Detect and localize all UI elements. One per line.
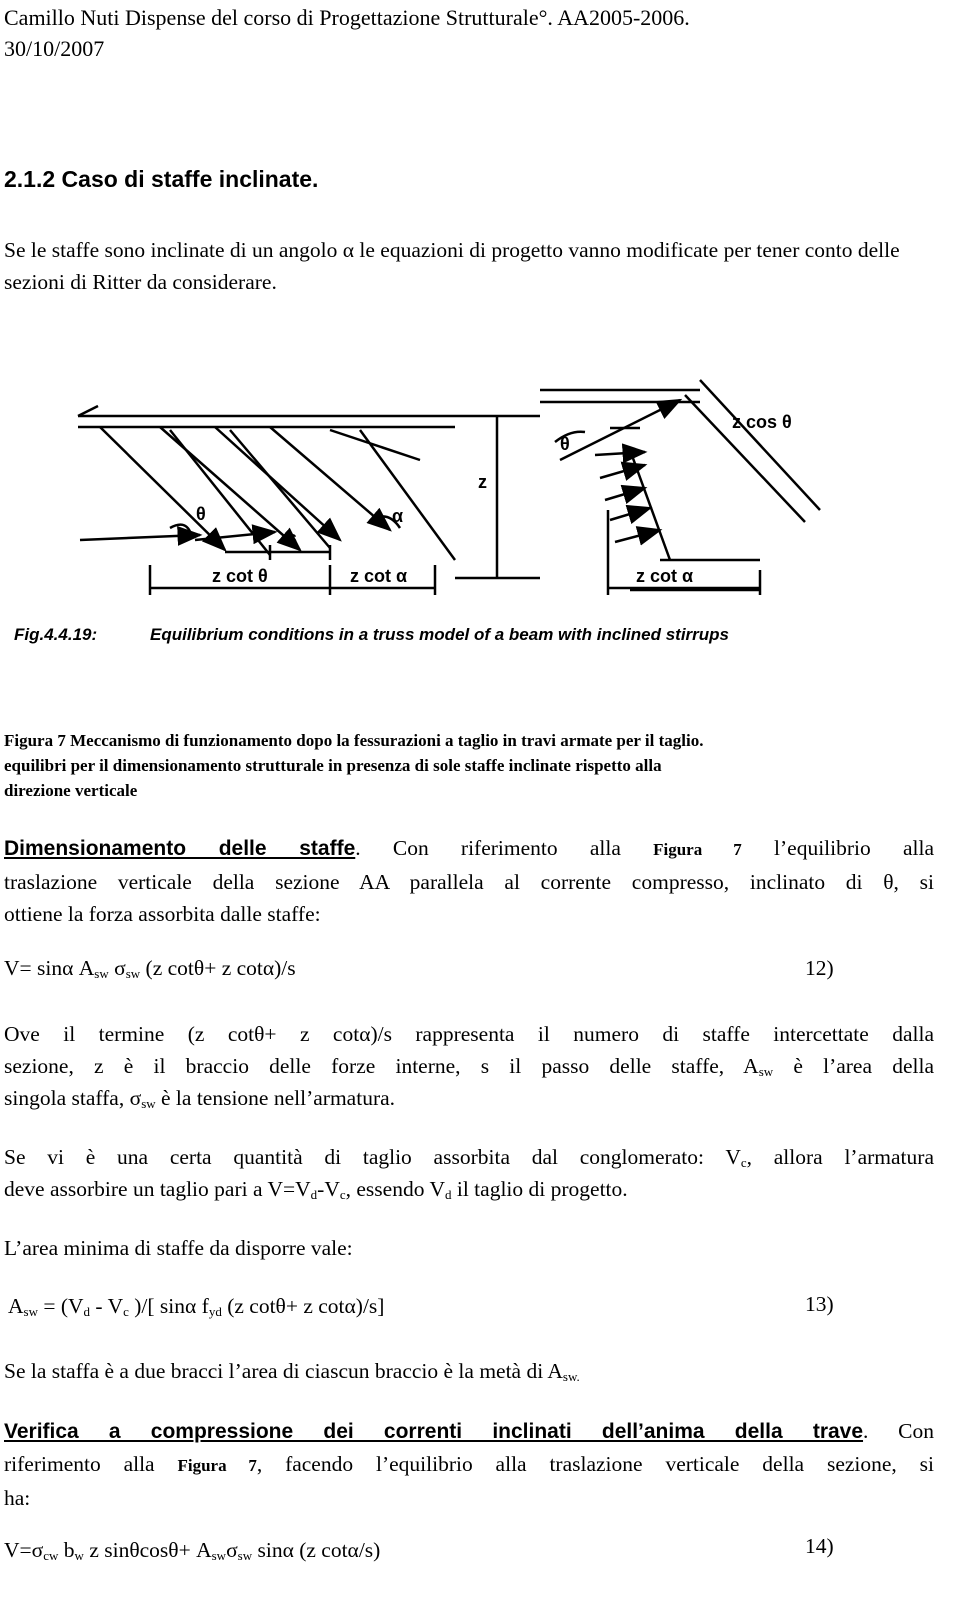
ove-line-2 [4, 1050, 934, 1082]
truss-figure [0, 360, 960, 670]
equation-12 [4, 956, 296, 981]
figura-ref: Figura 7 [653, 840, 742, 859]
ove-paragraph [4, 1018, 934, 1114]
eq14-b: b [58, 1538, 75, 1562]
label-theta-left: θ [196, 504, 206, 524]
fig-number: Fig.4.4.19: [14, 625, 98, 644]
strut-line [100, 427, 225, 550]
eq13-s1: sw [23, 1304, 38, 1319]
ove-line-3-sub: sw [141, 1096, 156, 1111]
ove-line-3 [4, 1082, 934, 1114]
label-alpha: α [392, 506, 404, 526]
eq13-s4: yd [208, 1304, 222, 1319]
intro-paragraph: Se le staffe sono inclinate di un angolo α le equazioni di progetto vanno modificate per tener conto delle sezioni di Ritter da considerare. [4, 238, 900, 294]
eq14-c: z sinθcosθ+ A [83, 1538, 212, 1562]
verifica-paragraph [4, 1415, 934, 1514]
equation-14 [4, 1538, 380, 1563]
ove-line-2a: sezione, z è il braccio delle forze interne, s il passo delle staffe, A [4, 1054, 759, 1078]
header-date: 30/10/2007 [4, 36, 105, 61]
eq14-s1: cw [43, 1548, 59, 1563]
ove-line-2b: è l’area della [773, 1054, 935, 1078]
taglio-1a: Se vi è una certa quantità di taglio assorbita dal conglomerato: V [4, 1145, 741, 1169]
eq12-sub2: sw [125, 966, 141, 981]
page-header [4, 2, 690, 64]
equation-13 [8, 1294, 384, 1319]
caption-line-3: direzione verticale [4, 781, 138, 800]
label-z-cot-alpha-left: z cot α [350, 566, 408, 586]
verifica-line-1 [4, 1415, 934, 1448]
dimensionamento-title: Dimensionamento delle staffe [4, 837, 356, 860]
eq14-s2: w [74, 1548, 84, 1563]
bracci-text [4, 1355, 934, 1387]
taglio-2d: il taglio di progetto. [451, 1177, 628, 1201]
ove-line-3b: è la tensione nell’armatura. [155, 1086, 396, 1110]
eq14-s4: sw [237, 1548, 253, 1563]
bracci-a: Se la staffa è a due bracci l’area di ciascun braccio è la metà di A [4, 1359, 563, 1383]
label-z: z [478, 472, 487, 492]
ove-line-1: Ove il termine (z cotθ+ z cotα)/s rappresenta il numero di staffe intercettate dalla [4, 1022, 934, 1046]
taglio-paragraph [4, 1141, 934, 1205]
taglio-2b: -V [317, 1177, 340, 1201]
eq14-e: sinα (z cotα/s) [252, 1538, 381, 1562]
taglio-1b: , allora l’armatura [746, 1145, 934, 1169]
eq13-s3: c [123, 1304, 129, 1319]
eq13-b: = (V [37, 1294, 84, 1318]
verifica-tail: . Con [863, 1419, 934, 1443]
eq13-e: (z cotθ+ z cotα)/s] [221, 1294, 385, 1318]
dim-line-2: traslazione verticale della sezione AA parallela al corrente compresso, inclinato di θ, si [4, 870, 934, 894]
eq12-c: (z cotθ+ z cotα)/s [140, 956, 296, 980]
dim-text-a: . Con riferimento alla [355, 836, 654, 860]
header-line-1: Camillo Nuti Dispense del corso di Progettazione Strutturale°. AA2005-2006. [4, 5, 690, 30]
dim-line-3: ottiene la forza assorbita dalle staffe: [4, 902, 321, 926]
label-s: s [287, 528, 298, 548]
ove-line-3a: singola staffa, σ [4, 1086, 142, 1110]
verifica-title: Verifica a compressione dei correnti inclinati dell’anima della trave [4, 1420, 864, 1443]
label-z-cot-theta: z cot θ [212, 566, 268, 586]
ove-line-2-sub: sw [758, 1064, 774, 1079]
equation-13-number: 13) [805, 1292, 834, 1316]
taglio-1-sub: c [740, 1155, 747, 1170]
section-heading: 2.1.2 Caso di staffe inclinate. [4, 166, 319, 192]
taglio-2a: deve assorbire un taglio pari a V=V [4, 1177, 311, 1201]
bracci-sub: sw. [562, 1369, 580, 1384]
eq14-s3: sw [211, 1548, 227, 1563]
figura-ref-2: Figura 7 [177, 1456, 257, 1475]
eq14-d: σ [226, 1538, 238, 1562]
figure-caption [4, 728, 934, 803]
taglio-line-1 [4, 1141, 934, 1173]
dim-line-1 [4, 832, 934, 866]
eq13-s2: d [83, 1304, 91, 1319]
caption-line-2: equilibri per il dimensionamento strutturale in presenza di sole staffe inclinate rispetto alla [4, 756, 662, 775]
equation-14-number: 14) [805, 1534, 834, 1558]
label-theta-right: θ [560, 434, 570, 454]
eq14-a: V=σ [4, 1538, 44, 1562]
dim-text-b: l’equilibrio alla [741, 836, 934, 860]
caption-line-1: Figura 7 Meccanismo di funzionamento dopo la fessurazioni a taglio in travi armate per il taglio. [4, 731, 704, 750]
verifica-2a: riferimento alla [4, 1452, 178, 1476]
equation-12-number: 12) [805, 956, 834, 980]
eq12-sub1: sw [94, 966, 109, 981]
verifica-2b: , facendo l’equilibrio alla traslazione verticale della sezione, si [256, 1452, 934, 1476]
eq13-d: )/[ sinα f [128, 1294, 209, 1318]
eq13-c: - V [90, 1294, 124, 1318]
taglio-2-sub1: d [310, 1187, 318, 1202]
area-minima-text: L’area minima di staffe da disporre vale: [4, 1236, 353, 1260]
eq12-a: V= sinα A [4, 956, 95, 980]
label-z-cos-theta: z cos θ [732, 412, 792, 432]
verifica-line-3: ha: [4, 1486, 31, 1510]
taglio-2c: , essendo V [345, 1177, 445, 1201]
taglio-line-2 [4, 1173, 934, 1205]
dimensionamento-paragraph [4, 832, 934, 930]
eq12-b: σ [108, 956, 126, 980]
taglio-2-sub3: d [444, 1187, 452, 1202]
verifica-line-2 [4, 1448, 934, 1482]
label-z-cot-alpha-right: z cot α [636, 566, 694, 586]
eq13-a: A [8, 1294, 24, 1318]
fig-title: Equilibrium conditions in a truss model of a beam with inclined stirrups [150, 625, 730, 644]
taglio-2-sub2: c [339, 1187, 346, 1202]
